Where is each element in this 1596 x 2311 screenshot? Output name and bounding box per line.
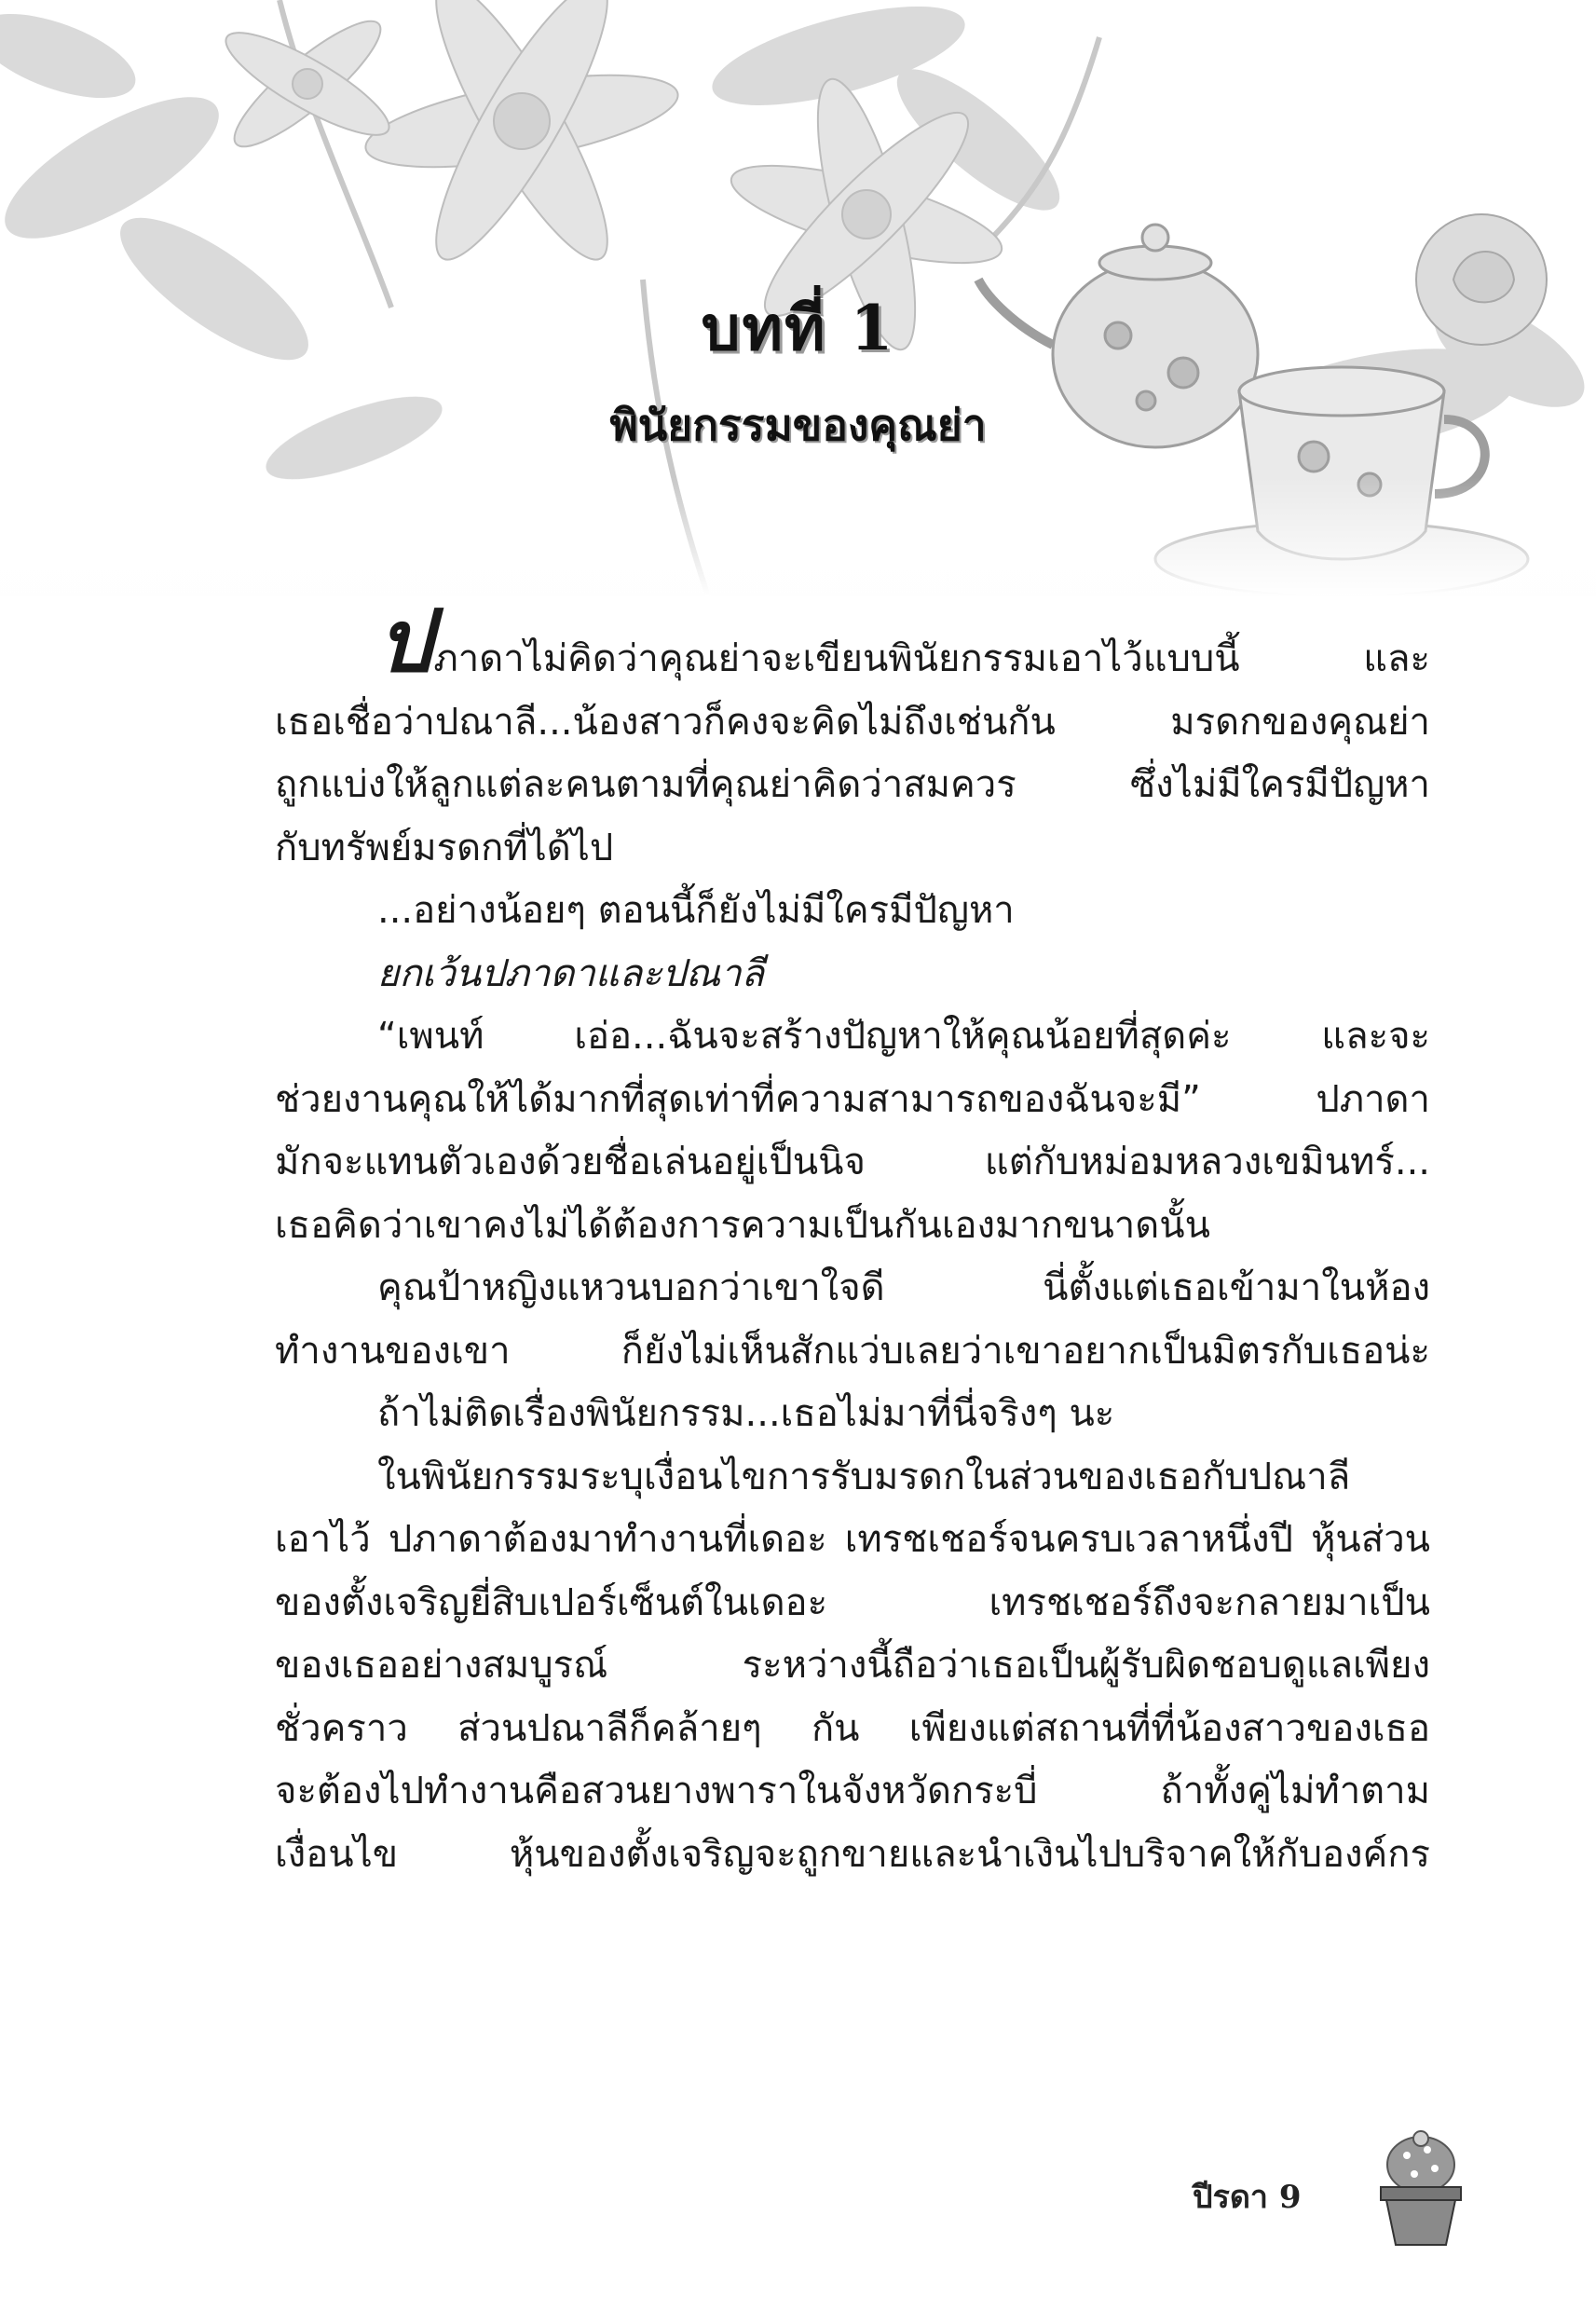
paragraph-line: ถ้าไม่ติดเรื่องพินัยกรรม...เธอไม่มาที่นี่จริงๆ นะ	[377, 1392, 1115, 1435]
paragraph-line: ถูกแบ่งให้ลูกแต่ละคนตามที่คุณย่าคิดว่าสมควร ซึ่งไม่มีใครมีปัญหา	[275, 763, 1430, 806]
paragraph-line: เอาไว้ ปภาดาต้องมาทำงานที่เดอะ เทรชเชอร์จนครบเวลาหนึ่งปี หุ้นส่วน	[275, 1518, 1430, 1561]
page-number: 9	[1278, 2179, 1302, 2216]
cactus-pot-icon	[1370, 2129, 1472, 2250]
page-footer	[1193, 2171, 1302, 2222]
paragraph-line: เธอเชื่อว่าปณาลี...น้องสาวก็คงจะคิดไม่ถึงเช่นกัน มรดกของคุณย่า	[275, 700, 1430, 744]
paragraph-line: ทำงานของเขา ก็ยังไม่เห็นสักแว่บเลยว่าเขาอยากเป็นมิตรกับเธอน่ะ	[275, 1329, 1430, 1373]
paragraph-line: ในพินัยกรรมระบุเงื่อนไขการรับมรดกในส่วนของเธอกับปณาลี	[377, 1455, 1351, 1498]
paragraph-line: ปภาดาไม่คิดว่าคุณย่าจะเขียนพินัยกรรมเอาไว้แบบนี้ และ	[377, 591, 1430, 691]
paragraph-line: ของตั้งเจริญยี่สิบเปอร์เซ็นต์ในเดอะ เทรชเชอร์ถึงจะกลายมาเป็น	[275, 1580, 1430, 1624]
paragraph-line: กับทรัพย์มรดกที่ได้ไป	[275, 826, 614, 869]
paragraph-line: ของเธออย่างสมบูรณ์ ระหว่างนี้ถือว่าเธอเป็นผู้รับผิดชอบดูแลเพียง	[275, 1644, 1430, 1687]
paragraph-line: เงื่อนไข หุ้นของตั้งเจริญจะถูกขายและนำเงินไปบริจาคให้กับองค์กร	[275, 1832, 1430, 1876]
paragraph-line: ยกเว้นปภาดาและปณาลี	[377, 951, 765, 995]
paragraph-line: “เพนท์ เอ่อ...ฉันจะสร้างปัญหาให้คุณน้อยที่สุดค่ะ และจะ	[377, 1015, 1430, 1058]
chapter-title: พินัยกรรมของคุณย่า	[609, 400, 987, 450]
paragraph-line: ชั่วคราว ส่วนปณาลีก็คล้ายๆ กัน เพียงแต่สถานที่ที่น้องสาวของเธอ	[275, 1706, 1430, 1750]
paragraph-line: เธอคิดว่าเขาคงไม่ได้ต้องการความเป็นกันเองมากขนาดนั้น	[275, 1203, 1210, 1247]
author-name: ปีรดา	[1193, 2179, 1269, 2216]
drop-cap: ป	[377, 591, 432, 691]
chapter-body	[275, 591, 1430, 1886]
paragraph-line: ...อย่างน้อยๆ ตอนนี้ก็ยังไม่มีใครมีปัญหา	[377, 889, 1015, 932]
paragraph-line: ช่วยงานคุณให้ได้มากที่สุดเท่าที่ความสามารถของฉันจะมี” ปภาดา	[275, 1077, 1430, 1121]
paragraph-line: จะต้องไปทำงานคือสวนยางพาราในจังหวัดกระบี่ ถ้าทั้งคู่ไม่ทำตาม	[275, 1770, 1430, 1812]
chapter-number: บทที่ 1	[701, 292, 895, 364]
paragraph-line: มักจะแทนตัวเองด้วยชื่อเล่นอยู่เป็นนิจ แต่กับหม่อมหลวงเขมินทร์...	[275, 1141, 1430, 1183]
paragraph-line: คุณป้าหญิงแหวนบอกว่าเขาใจดี นี่ตั้งแต่เธอเข้ามาในห้อง	[377, 1266, 1430, 1309]
